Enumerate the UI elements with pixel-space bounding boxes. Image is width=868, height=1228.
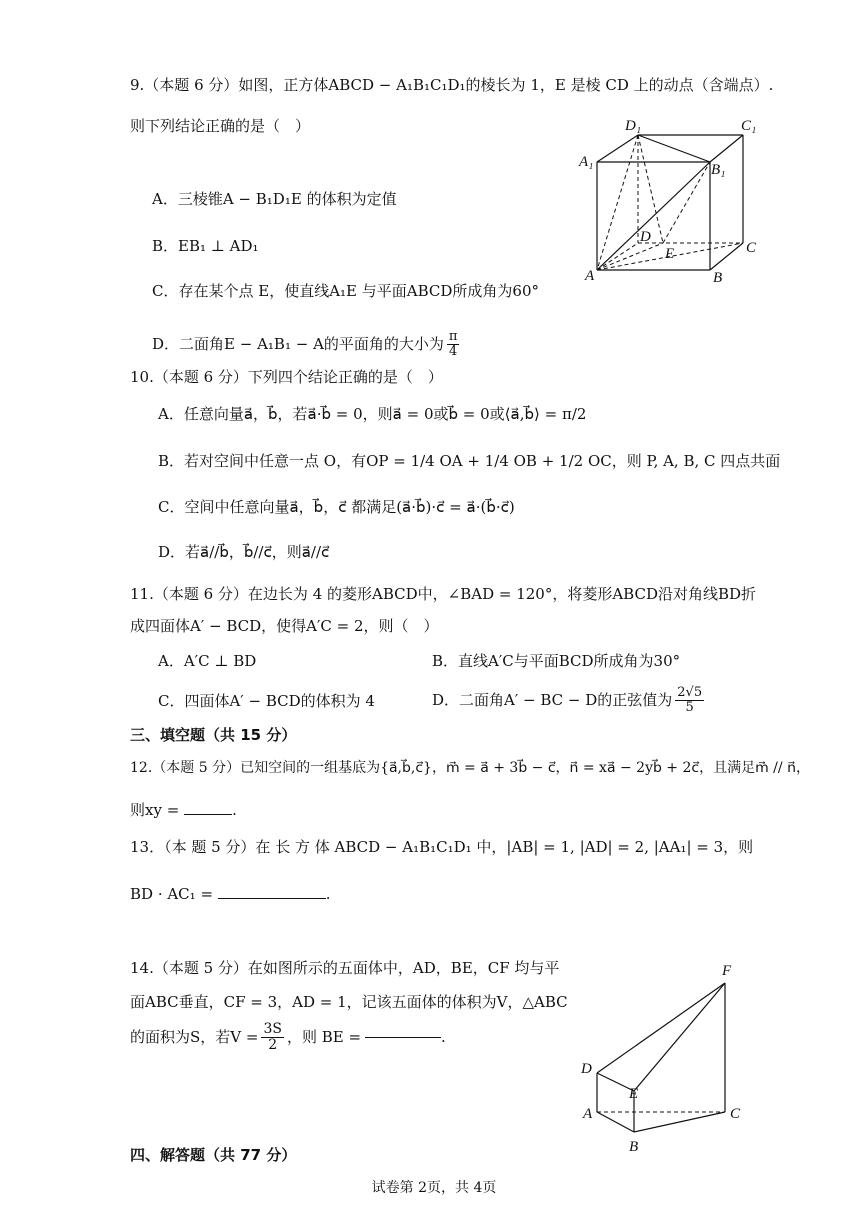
penta-label-f: F [722, 963, 732, 979]
q11-stem-line2: 成四面体A′ − BCD，使得A′C = 2，则（ ） [130, 617, 439, 635]
section-3-heading: 三、填空题（共 15 分） [130, 726, 297, 744]
q13-prompt: BD · AC₁ = [130, 885, 214, 903]
q12-prompt: 则xy = [130, 801, 180, 819]
cube-label-c: C [746, 240, 757, 256]
penta-label-b: B [629, 1139, 639, 1155]
q11-option-a: A．A′C ⊥ BD [158, 652, 257, 670]
q11-option-b: B．直线A′C与平面BCD所成角为30° [432, 652, 681, 670]
cube-label-e: E [665, 246, 675, 262]
q12-line1: 12.（本题 5 分）已知空间的一组基底为{a⃗,b⃗,c⃗}，m⃗ = a⃗ + 3b⃗ − c⃗，n⃗ = xa⃗ − 2yb⃗ + 2c⃗，且满足m⃗ // n⃗， [130, 760, 810, 776]
section-4-heading: 四、解答题（共 77 分） [130, 1146, 297, 1164]
q12-line2: 则xy = . [130, 801, 237, 819]
q9-option-b: B．EB₁ ⊥ AD₁ [152, 237, 259, 255]
q14-line1: 14.（本题 5 分）在如图所示的五面体中，AD，BE，CF 均与平 [130, 959, 560, 977]
q11-option-d [432, 686, 704, 714]
q14-fraction [261, 1022, 284, 1052]
q9-option-a: A．三棱锥A − B₁D₁E 的体积为定值 [152, 190, 397, 208]
q10-option-b: B．若对空间中任意一点 O，有OP = 1/4 OA + 1/4 OB + 1/2 OC，则 P, A, B, C 四点共面 [158, 452, 781, 470]
cube-label-c1: C₁ [741, 118, 757, 134]
q13-answer-blank[interactable] [218, 898, 326, 899]
q11-option-c: C．四面体A′ − BCD的体积为 4 [158, 692, 375, 710]
q9-option-d-fraction [447, 330, 460, 358]
q11-option-d-text: D．二面角A′ − BC − D的正弦值为 [432, 691, 673, 710]
pentahedron-figure [575, 955, 755, 1160]
q13-line2: BD · AC₁ = . [130, 885, 331, 903]
fraction-numerator: π [448, 329, 458, 344]
q9-stem-line2: 则下列结论正确的是（ ） [130, 117, 311, 135]
fraction-denominator: 5 [685, 699, 694, 715]
q9-option-d-text: D．二面角E − A₁B₁ − A的平面角的大小为 [152, 335, 444, 354]
cube-label-b: B [713, 270, 723, 286]
fraction-numerator: 2√5 [677, 685, 703, 700]
q10-option-a: A．任意向量a⃗，b⃗，若a⃗·b⃗ = 0，则a⃗ = 0或b⃗ = 0或⟨a⃗,b⃗⟩ = π/2 [158, 405, 587, 423]
q10-stem: 10.（本题 6 分）下列四个结论正确的是（ ） [130, 368, 443, 386]
q13-line1: 13．（本 题 5 分）在 长 方 体 ABCD − A₁B₁C₁D₁ 中，|AB| = 1, |AD| = 2, |AA₁| = 3，则 [130, 838, 754, 856]
page-footer: 试卷第 2页，共 4页 [371, 1180, 497, 1196]
cube-figure [575, 110, 770, 295]
q14-line3-b: ，则 BE = [286, 1028, 362, 1047]
fraction-numerator: 3S [263, 1021, 282, 1037]
cube-label-a: A [585, 268, 595, 284]
q9-option-d [152, 330, 459, 358]
q10-option-c: C．空间中任意向量a⃗，b⃗，c⃗ 都满足(a⃗·b⃗)·c⃗ = a⃗·(b⃗·c⃗) [158, 498, 515, 516]
q10-option-d: D．若a⃗//b⃗，b⃗//c⃗，则a⃗//c⃗ [158, 543, 330, 561]
q11-option-d-fraction [675, 686, 704, 714]
q14-line3-a: 的面积为S，若V = [130, 1028, 259, 1047]
q14-answer-blank[interactable] [365, 1037, 441, 1038]
fraction-denominator: 4 [449, 343, 458, 359]
penta-label-a: A [583, 1106, 593, 1122]
cube-label-d1: D₁ [625, 118, 642, 134]
cube-label-b1: B₁ [711, 162, 726, 178]
penta-label-d: D [581, 1061, 592, 1077]
cube-label-a1: A₁ [579, 154, 594, 170]
q9-stem: 9.（本题 6 分）如图，正方体ABCD − A₁B₁C₁D₁的棱长为 1，E 是棱 CD 上的动点（含端点）. [130, 76, 774, 94]
penta-label-c: C [730, 1106, 741, 1122]
q11-stem: 11.（本题 6 分）在边长为 4 的菱形ABCD中，∠BAD = 120°，将菱形ABCD沿对角线BD折 [130, 585, 757, 603]
penta-label-e: E [629, 1086, 639, 1102]
q14-line3: 的面积为S，若V = $\frac{3S}{2}$ ，则 BE = . [130, 1021, 446, 1053]
q12-answer-blank[interactable] [184, 814, 232, 815]
q9-option-c: C．存在某个点 E，使直线A₁E 与平面ABCD所成角为60° [152, 282, 539, 300]
fraction-denominator: 2 [268, 1036, 278, 1053]
cube-label-d: D [640, 229, 651, 245]
q14-line2: 面ABC垂直，CF = 3，AD = 1，记该五面体的体积为V，△ABC [130, 993, 568, 1011]
